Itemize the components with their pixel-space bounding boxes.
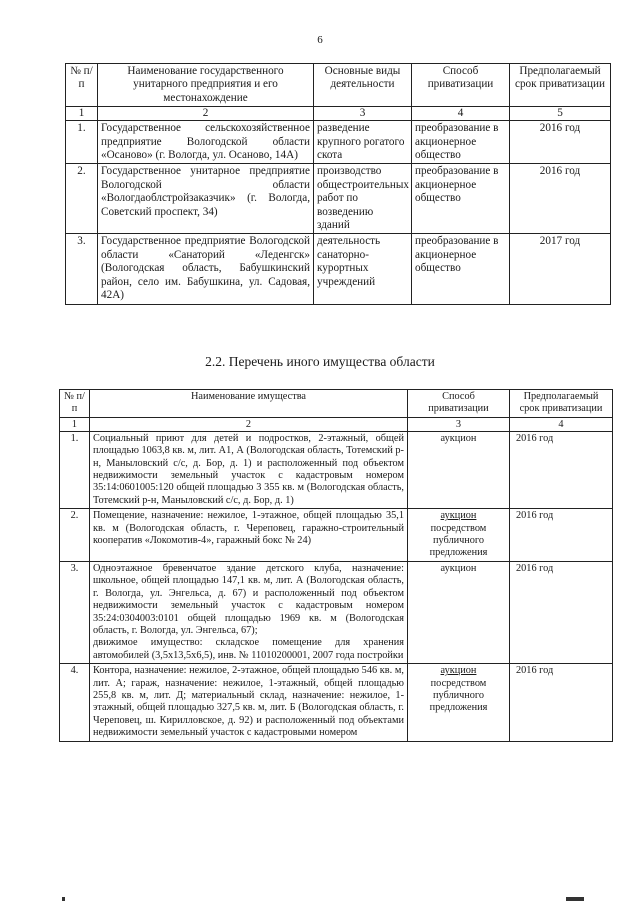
enterprise-activity: разведение крупного рогатого скота <box>314 121 412 164</box>
privatization-term: 2016 год <box>510 561 613 663</box>
privatization-method <box>408 561 510 663</box>
property-name: Социальный приют для детей и подростков, 2-этажный, общей площадью 1063,8 кв. м, лит. А1, А (Вологодская область, Тотемский р-н, Маныловский с/с, д. Бор, д. 1) и расположенный под объектом недвижимости земельный участок с кадастровым номером 35:14:0601005:120 общей площадью 3 355 кв. м (Вологодская область, Тотемский р-н, Маныловский с/с, д. Бор, д. 1) <box>90 431 408 508</box>
header-activity: Основные виды деятельности <box>314 64 412 107</box>
property-name-part: Одноэтажное бревенчатое здание детского клуба, назначение: школьное, общей площадью 147,1 кв. м, лит. А (Вологодская область, г. Вологда, ул. Энгельса, д. 67) и расположенный под объектом недвижимости земельный участок с кадастровым номером 35:24:0304003:0101 общей площадью 1969 кв. м (Вологодская область, г. Вологда, ул. Энгельса, 67); <box>93 562 404 636</box>
property-table <box>59 389 613 742</box>
row-num: 2. <box>60 509 90 562</box>
privatization-term: 2016 год <box>510 164 611 234</box>
table-header-row <box>60 390 613 418</box>
privatization-term: 2016 год <box>510 664 613 741</box>
property-name-part: движимое имущество: складское помещение для хранения автомобилей (3,5х13,5х6,5), инв. № 11010200001, 2007 года постройки <box>93 637 404 661</box>
column-numbers-row <box>60 417 613 431</box>
col-number: 2 <box>90 417 408 431</box>
col-number: 1 <box>60 417 90 431</box>
table-row <box>60 509 613 562</box>
col-number: 3 <box>408 417 510 431</box>
table-row <box>66 121 611 164</box>
table-row <box>60 664 613 741</box>
privatization-method: преобразование в акционерное общество <box>412 164 510 234</box>
row-num: 4. <box>60 664 90 741</box>
property-name <box>90 561 408 663</box>
row-num: 1. <box>66 121 98 164</box>
method-auction: аукцион <box>440 510 477 522</box>
col-number: 1 <box>66 107 98 121</box>
enterprise-activity: производство общестроительных работ по возведению зданий <box>314 164 412 234</box>
table-row <box>66 164 611 234</box>
section-title: 2.2. Перечень иного имущества области <box>205 354 435 369</box>
col-number: 2 <box>98 107 314 121</box>
privatization-term: 2016 год <box>510 509 613 562</box>
privatization-method <box>408 509 510 562</box>
method-auction: аукцион <box>440 562 477 574</box>
scan-mark <box>62 897 65 901</box>
enterprises-table <box>65 63 611 305</box>
enterprise-name: Государственное сельскохозяйственное предприятие Вологодской области «Осаново» (г. Вологда, ул. Осаново, 14А) <box>98 121 314 164</box>
enterprise-activity: деятельность санаторно-курортных учреждений <box>314 234 412 304</box>
header-method: Способ приватизации <box>412 64 510 107</box>
row-num: 2. <box>66 164 98 234</box>
property-name: Контора, назначение: нежилое, 2-этажное, общей площадью 546 кв. м, лит. А; гараж, назначение: нежилое, 1-этажный, общей площадью 255,8 кв. м, лит. Д; материальный склад, назначение: нежилое, 1-этажный, общей площадью 327,5 кв. м, лит. Б (Вологодская область, г. Череповец, ш. Кирилловское, д. 92) и расположенный под объектами недвижимости земельный участок с кадастровыми номером <box>90 664 408 741</box>
col-number: 4 <box>510 417 613 431</box>
header-name: Наименование государственного унитарного предприятия и его местонахождение <box>98 64 314 107</box>
method-detail: посредством публичного предложения <box>429 677 488 714</box>
row-num: 1. <box>60 431 90 508</box>
property-name: Помещение, назначение: нежилое, 1-этажное, общей площадью 35,1 кв. м (Вологодская область, г. Череповец, гаражно-строительный кооператив «Локомотив-4», гаражный бокс № 24) <box>90 509 408 562</box>
privatization-method <box>408 431 510 508</box>
header-num: № п/п <box>66 64 98 107</box>
scan-mark <box>566 897 584 901</box>
column-numbers-row <box>66 107 611 121</box>
col-number: 4 <box>412 107 510 121</box>
header-name: Наименование имущества <box>90 390 408 418</box>
header-num: № п/п <box>60 390 90 418</box>
privatization-method: преобразование в акционерное общество <box>412 121 510 164</box>
header-term: Предполагаемый срок приватизации <box>510 390 613 418</box>
table-row <box>66 234 611 304</box>
row-num: 3. <box>60 561 90 663</box>
enterprise-name: Государственное предприятие Вологодской области «Санаторий «Леденгск» (Вологодская область, Бабушкинский район, село им. Бабушкина, ул. Садовая, 42А) <box>98 234 314 304</box>
header-term: Предполагаемый срок приватизации <box>510 64 611 107</box>
privatization-method <box>408 664 510 741</box>
method-detail: посредством публичного предложения <box>429 522 488 559</box>
method-auction: аукцион <box>440 665 477 677</box>
privatization-term: 2016 год <box>510 431 613 508</box>
col-number: 3 <box>314 107 412 121</box>
privatization-term: 2016 год <box>510 121 611 164</box>
page-number: 6 <box>317 34 323 46</box>
privatization-method: преобразование в акционерное общество <box>412 234 510 304</box>
header-method: Способ приватизации <box>408 390 510 418</box>
col-number: 5 <box>510 107 611 121</box>
table-row <box>60 561 613 663</box>
row-num: 3. <box>66 234 98 304</box>
table-row <box>60 431 613 508</box>
method-auction: аукцион <box>440 432 477 444</box>
table-header-row <box>66 64 611 107</box>
enterprise-name: Государственное унитарное предприятие Вологодской области «Вологдаоблстройзаказчик» (г. Вологда, Советский проспект, 34) <box>98 164 314 234</box>
privatization-term: 2017 год <box>510 234 611 304</box>
